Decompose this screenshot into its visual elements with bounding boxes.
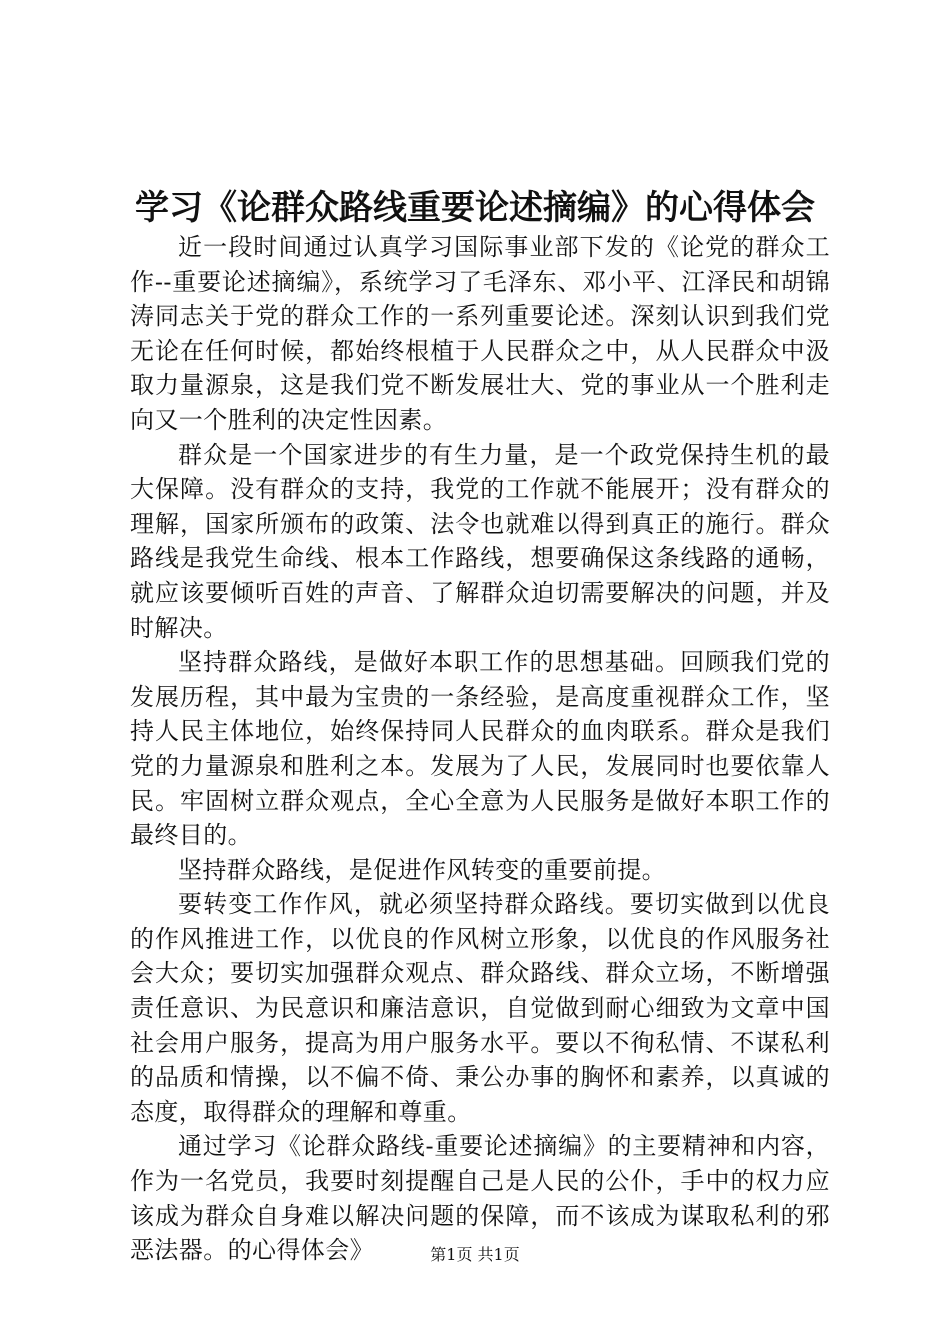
paragraph-3: 坚持群众路线，是做好本职工作的思想基础。回顾我们党的发展历程，其中最为宝贵的一条经验，是高度重视群众工作，坚持人民主体地位，始终保持同人民群众的血肉联系。群众是我们党的力量源泉和胜利之本。发展为了人民，发展同时也要依靠人民。牢固树立群众观点，全心全意为人民服务是做好本职工作的最终目的。 [130,648,830,850]
page-number-footer: 第1页 共1页 [430,1245,520,1264]
paragraph-5: 要转变工作作风，就必须坚持群众路线。要切实做到以优良的作风推进工作，以优良的作风树立形象，以优良的作风服务社会大众；要切实加强群众观点、群众路线、群众立场，不断增强责任意识、为民意识和廉洁意识，自觉做到耐心细致为文章中国社会用户服务，提高为用户服务水平。要以不徇私情、不谋私利的品质和情操，以不偏不倚、秉公办事的胸怀和素养，以真诚的态度，取得群众的理解和尊重。 [130,890,830,1126]
paragraph-2: 群众是一个国家进步的有生力量，是一个政党保持生机的最大保障。没有群众的支持，我党的工作就不能展开；没有群众的理解，国家所颁布的政策、法令也就难以得到真正的施行。群众路线是我党生命线、根本工作路线，想要确保这条线路的通畅，就应该要倾听百姓的声音、了解群众迫切需要解决的问题，并及时解决。 [130,440,830,642]
document-body [130,230,830,1268]
paragraph-1: 近一段时间通过认真学习国际事业部下发的《论党的群众工作--重要论述摘编》，系统学习了毛泽东、邓小平、江泽民和胡锦涛同志关于党的群众工作的一系列重要论述。深刻认识到我们党无论在任何时候，都始终根植于人民群众之中，从人民群众中汲取力量源泉，这是我们党不断发展壮大、党的事业从一个胜利走向又一个胜利的决定性因素。 [130,233,830,434]
paragraph-6: 通过学习《论群众路线-重要论述摘编》的主要精神和内容，作为一名党员，我要时刻提醒自己是人民的公仆，手中的权力应该成为群众自身难以解决问题的保障，而不该成为谋取私利的邪恶法器。的心得体会》 [130,1132,830,1265]
document-title: 学习《论群众路线重要论述摘编》的心得体会 [135,188,815,228]
paragraph-4: 坚持群众路线，是促进作风转变的重要前提。 [178,855,666,884]
